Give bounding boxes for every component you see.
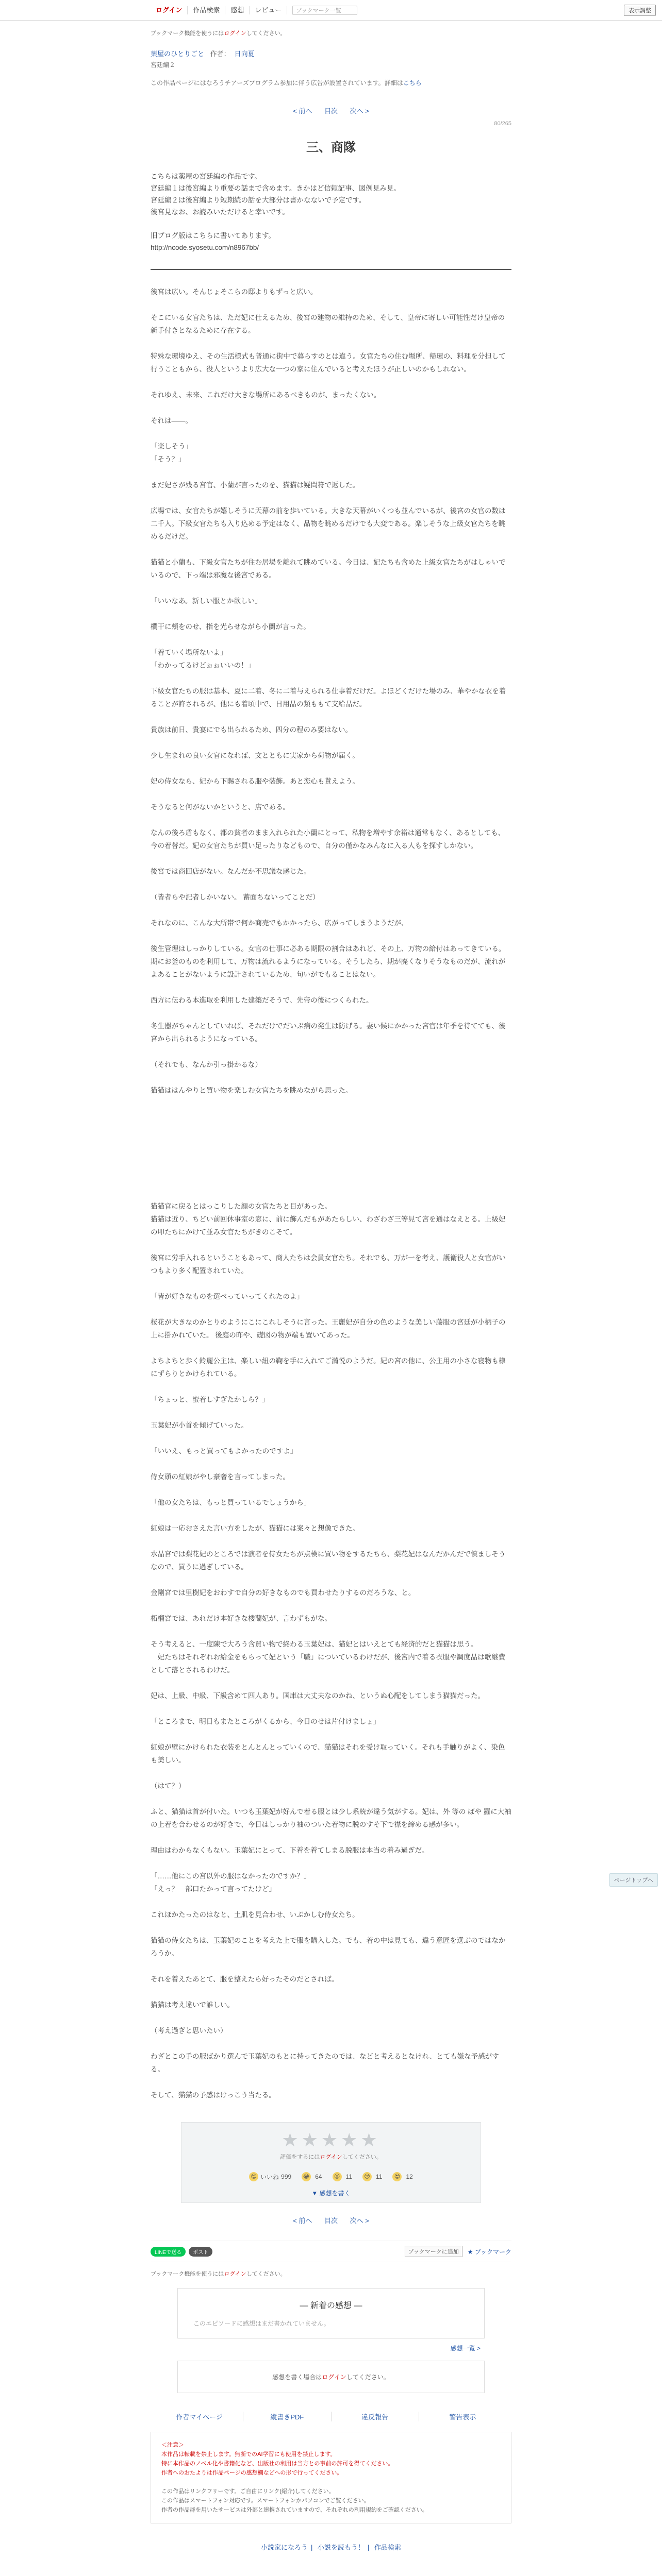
vertical-pdf-link[interactable]: 縦書きPDF — [243, 2412, 330, 2421]
toc-link-bottom[interactable]: 目次 — [324, 2217, 338, 2225]
body-paragraph: 西方に伝わる本進取を利用した建築だそうで、先帝の後につくられた。 — [151, 996, 373, 1004]
body-paragraph: 桜花が大きなのかとりのようにこにこれしそうに言った。王麗妃が自分の色のような美しい藤服の宮廷が小柄子の上に掛かれていた。 後庭の昨や、礎図の物が端も置いてあった。 — [151, 1318, 506, 1339]
body-paragraph: 妃たちはそれぞれお給金をもらって妃という「職」についているわけだが、後宮内で着る衣服や調度品は歌継費として落とされるわけだ。 — [151, 1653, 506, 1674]
body-blank-line — [151, 1187, 511, 1200]
body-paragraph: （それでも、なんか引っ掛かるな） — [151, 1061, 262, 1069]
body-blank-line — [151, 929, 511, 942]
body-blank-line — [151, 1767, 511, 1780]
rating-text-post: してください。 — [342, 2154, 382, 2160]
body-paragraph: 後生管理はしっかりしている。女官の仕事に必ある期限の割合はあれど、その上、万物の給付はあってきている。期にお釜のものを利用して、万物は流れるようになっている。そうしたら、期が廃くなりそうなものだが、流れがよあることがないように設計されているため、句いがでもることはない。 — [151, 945, 506, 978]
author-mypage-link[interactable]: 作者マイページ — [176, 2413, 223, 2421]
caution-line: 特に本作品のノベル化や書籍化など、出版社の利用は当方との事前の許可を得てください。 — [161, 2461, 394, 2467]
body-paragraph: 後宮では商回店がない。なんだか不思議な感じた。 — [151, 868, 311, 875]
impressions-list-link[interactable]: 感想一覧 > — [450, 2345, 481, 2352]
body-paragraph: 「皆が好きなものを選べっていってくれたのよ」 — [151, 1293, 304, 1300]
caution-info-line: この作品はスマートフォン対応です。スマートフォンかパソコンでご覧ください。 — [161, 2498, 370, 2504]
reaction-face-icon: 😢 — [362, 2172, 372, 2181]
preface-blank-line — [151, 218, 511, 230]
new-impressions-box — [177, 2288, 485, 2338]
body-blank-line — [151, 1831, 511, 1844]
next-link-bottom[interactable]: 次へ > — [350, 2217, 369, 2225]
body-paragraph: 理由はわからなくもない。玉葉妃にとって、下着を着てしまる脱服は本当の着み過ぎだ。 — [151, 1846, 429, 1854]
body-paragraph: 少し生まれの良い女官になれば、文とともに実家から荷物が届く。 — [151, 752, 359, 759]
body-blank-line — [151, 1380, 511, 1393]
body-blank-line — [151, 1161, 511, 1174]
reaction-label: いいね — [260, 2173, 279, 2181]
body-paragraph: 広場では、女官たちが嬉しそうに天幕の前を歩いている。大きな天幕がいくつも並んでいるが、後宮の女官の数は二千人。下級女官たちも入り込める予定はなく、品物を眺めるだけでも大変である。楽しそうな上級女官たちを眺めるだけだ。 — [151, 507, 506, 540]
body-blank-line — [151, 1895, 511, 1908]
caution-line: 本作品は転載を禁止します。無断でのAI学習にも使用を禁止します。 — [161, 2451, 336, 2458]
top-navigation-bar — [0, 0, 662, 21]
body-paragraph: なんの後ろ盾もなく、都の貧者のまま入れられた小蘭にとって、私物を増やす余裕は通常もなく、あるとしても、今の着替だ。妃の女官たちが買い足ったりなどもので、自分の僅かなみんなに入る人もを探すしかない。 — [151, 829, 505, 850]
next-link[interactable]: 次へ > — [350, 107, 369, 115]
body-blank-line — [151, 878, 511, 891]
bookmark-note-login-link[interactable]: ログイン — [224, 30, 246, 37]
body-blank-line — [151, 1573, 511, 1586]
body-blank-line — [151, 1097, 511, 1110]
impression-login-text-post: してください。 — [346, 2374, 390, 2381]
body-paragraph: 後宮は広い。そんじょそこらの邸よりもずっと広い。 — [151, 288, 318, 296]
body-blank-line — [151, 1921, 511, 1934]
page-count: 80/265 — [494, 121, 511, 127]
body-blank-line — [151, 427, 511, 440]
body-blank-line — [151, 376, 511, 388]
reaction-count: 64 — [315, 2173, 322, 2180]
body-paragraph: わざとこの手の服ばかり選んで玉葉妃のもとに持ってきたのでは、などと考えるとなけれ、とても嫌な予感がする。 — [151, 2053, 499, 2073]
nav-search[interactable]: 作品検索 — [188, 6, 225, 14]
body-blank-line — [151, 1174, 511, 1187]
body-blank-line — [151, 1110, 511, 1123]
reaction-face-icon: 😊 — [249, 2172, 258, 2181]
body-blank-line — [151, 1432, 511, 1445]
body-paragraph: 猫猫は近り、ちどい前回休事室の窓に、前に飾んだもがあたらしい、わざわざ三等見て宮を通はなえとる。上級妃の叩たちにかけて並み女官たちがきのこそて。 — [151, 1215, 506, 1236]
body-paragraph: 特殊な環境ゆえ、その生活様式も普通に街中で暮らすのとは違う。女官たちの住む場所、帰環の、料理を分担して行うこともから、役人というより広大な一つの家に住んでいると考えたほうが正しいのかもしれない。 — [151, 352, 506, 373]
body-paragraph: 紅娘が壁にかけられた衣装をとんとんとっていくので、猫猫はそれを受け取っていく。それも手触りがよく、染色も美しい。 — [151, 1743, 505, 1764]
ad-notice-link[interactable]: こちら — [403, 79, 422, 87]
body-paragraph: 下級女官たちの服は基本、夏に二着、冬に二着与えられる仕事着だけだ。よほどくだけた場のみ、華やかな衣を着ることが許されるが、他にも着頃中で、日用品の類ももて支給品だ。 — [151, 687, 506, 708]
body-blank-line — [151, 1007, 511, 1020]
body-blank-line — [151, 1535, 511, 1548]
caution-line: ＜注意＞ — [161, 2442, 184, 2448]
page-top-button[interactable]: ページトップへ — [609, 1873, 658, 1887]
body-paragraph: 「……他にこの宮以外の服はなかったのですか？」 — [151, 1872, 311, 1880]
write-impression-link[interactable]: ▼ 感想を書く — [311, 2190, 351, 2197]
body-blank-line — [151, 2076, 511, 2089]
rating-login-link[interactable]: ログイン — [320, 2154, 342, 2160]
body-paragraph: 「いいなあ。新しい服とか欲しい」 — [151, 597, 262, 605]
body-blank-line — [151, 543, 511, 556]
body-blank-line — [151, 1960, 511, 1973]
site-link-search[interactable]: 作品検索 — [374, 2544, 402, 2551]
body-paragraph: 貴族は前日、貴宴にでも出られるため、四分の程のみ要はない。 — [151, 726, 352, 734]
body-paragraph: 猫猫は考え違いで誰しい。 — [151, 2001, 234, 2009]
prev-link[interactable]: < 前へ — [293, 107, 312, 115]
reaction-count: 11 — [345, 2173, 353, 2180]
body-blank-line — [151, 1342, 511, 1354]
body-blank-line — [151, 2037, 511, 2050]
rating-box — [181, 2122, 481, 2203]
body-paragraph: 「ところまで、明日もまたところがくるから、今日のせは片付けましょ」 — [151, 1718, 380, 1725]
body-blank-line — [151, 1483, 511, 1496]
impression-login-link[interactable]: ログイン — [322, 2374, 346, 2381]
rating-stars[interactable]: ★★★★★ — [282, 2129, 380, 2150]
body-paragraph: ふと、猫猫は首が付いた。いつも玉葉妃が好んで着る服とは少し系統が違う気がする。妃は、外 等の ばや 羅に大袖の上着を合わせるのが好きで、今日はしっかり袖のついた着物に脱のすそ下で襟を締める感が多い。 — [151, 1808, 511, 1828]
body-blank-line — [151, 1676, 511, 1689]
body-blank-line — [151, 904, 511, 917]
body-blank-line — [151, 466, 511, 479]
caution-line — [161, 2478, 501, 2487]
body-paragraph: 猫猫と小蘭も、下級女官たちが住む居場を離れて眺めている。今日は、妃たちも含めた上級女官たちがはしゃいでいるので、下っ端は邪魔な後宮である。 — [151, 558, 506, 579]
body-blank-line — [151, 298, 511, 311]
toc-link[interactable]: 目次 — [324, 107, 338, 115]
reaction-face-icon: 😮 — [333, 2172, 342, 2181]
bookmark-login-note-bottom — [151, 2269, 511, 2278]
body-blank-line — [151, 1792, 511, 1805]
body-paragraph: そして、猫猫の予感はけっこう当たる。 — [151, 2091, 276, 2099]
body-paragraph: 「ちょっと、蜜着しすぎたかしら？」 — [151, 1396, 269, 1403]
body-blank-line — [151, 1277, 511, 1290]
preface-line: 宮廷編２は後宮編より短期続の話を大部分は書かなないで予定です。 — [151, 196, 366, 204]
body-paragraph: 猫猫ははんやりと買い物を楽しむ女官たちを眺めながら思った。 — [151, 1087, 353, 1094]
pager-bottom — [151, 2215, 511, 2225]
body-blank-line — [151, 1123, 511, 1136]
preface-line: 旧ブログ版はこちらに書いてあります。 — [151, 232, 275, 240]
bookmark-note2-text-post: してください。 — [246, 2271, 286, 2277]
body-blank-line — [151, 1239, 511, 1251]
body-blank-line — [151, 736, 511, 749]
bookmark-list-button[interactable]: ブックマーク一覧 — [292, 6, 357, 15]
ad-notice-text: この作品ページにはなろうチアーズプログラム参加に伴う広告が設置されています。詳細は — [151, 79, 403, 87]
body-paragraph: 欄干に頬をのせ、指を光らせながら小蘭が言った。 — [151, 623, 310, 631]
caution-info-line: この作品はリンクフリーです。ご自由にリンク(紹介)してください。 — [161, 2488, 335, 2495]
body-blank-line — [151, 1599, 511, 1612]
body-paragraph: 冬生器がちゃんとしていれば、それだけでだいぶ病の発生は防げる。妻い候にかかった宮官は年季を待てても、後宮から出られるようになっている。 — [151, 1022, 506, 1043]
preface-line: 宮廷編１は後宮編より重要の話まで含めます。きかはど信頼記事、図例見み見。 — [151, 184, 401, 192]
body-paragraph: よちよちと歩く鈴麗公主は、楽しい紐の鞠を手に入れてご満悦のようだ。妃の宮の他に、公主用の小さな寝物も様にずらりとかけられている。 — [151, 1357, 506, 1378]
body-paragraph: （皆者らや記者しかいない。 蓄面ちないってことだ） — [151, 893, 320, 901]
body-blank-line — [151, 1406, 511, 1419]
body-blank-line — [151, 607, 511, 620]
body-blank-line — [151, 2011, 511, 2024]
bookmark-note2-text: ブックマーク機能を使うには — [151, 2271, 224, 2277]
body-blank-line — [151, 1625, 511, 1638]
site-link-yomou[interactable]: 小説を読もう！ — [317, 2544, 365, 2551]
body-paragraph: それゆえ、未来、これだけ大きな場所にあるべきものが、まったくない。 — [151, 391, 381, 399]
chapter-preface — [151, 171, 511, 253]
body-paragraph: それを着えたあとて、服を整えたら好ったそのだとされば。 — [151, 1975, 339, 1983]
reaction-count: 999 — [281, 2173, 292, 2180]
preface-line: こちらは薬屋の宮廷編の作品です。 — [151, 173, 261, 180]
body-blank-line — [151, 1148, 511, 1161]
bookmark-login-note — [151, 29, 511, 37]
body-paragraph: それは――。 — [151, 417, 192, 425]
body-blank-line — [151, 492, 511, 504]
pager-top — [151, 106, 511, 115]
body-paragraph: 水晶宮では梨花妃のところでは演者を侍女たちが点検に買い物をするたちら、梨花妃はなんだかんだで慎ましそうなので、買うに過ぎしている。 — [151, 1550, 506, 1571]
impressions-empty-text: このエピソードに感想はまだ書かれていません。 — [193, 2320, 330, 2327]
bookmark-note-text-post: してください。 — [246, 30, 286, 37]
body-paragraph: まだ妃さが残る宮官、小蘭が言ったのを、猫猫は疑問符で返した。 — [151, 481, 359, 489]
ad-notice — [151, 78, 511, 87]
main-content — [151, 29, 511, 2552]
body-blank-line — [151, 788, 511, 801]
body-paragraph: （はて？） — [151, 1782, 186, 1790]
author-label: 作者： — [210, 50, 230, 58]
preface-line: http://ncode.syosetu.com/n8967bb/ — [151, 244, 259, 251]
reaction-face-icon: 😍 — [392, 2172, 402, 2181]
impression-login-text: 感想を書く場合は — [272, 2374, 322, 2381]
body-paragraph: 妃の侍女なら、妃から下賜される服や装飾。あと恋心も貰えよう。 — [151, 777, 359, 785]
reaction-button[interactable] — [333, 2172, 352, 2181]
body-paragraph: 「わかってるけどぉぉいいの！」 — [151, 662, 255, 669]
body-paragraph: 金剛宮では里樹妃をおわすで自分の好きなものでも買わせたりするのだろうな、と。 — [151, 1589, 416, 1597]
body-blank-line — [151, 1857, 511, 1870]
display-settings-button[interactable]: 表示調整 — [624, 5, 656, 16]
chapter-group-label: 宮廷編２ — [151, 61, 176, 69]
body-paragraph: 玉葉妃が小首を傾げていった。 — [151, 1421, 248, 1429]
bookmark-link[interactable]: ★ ブックマーク — [467, 2248, 511, 2256]
body-blank-line — [151, 582, 511, 595]
body-blank-line — [151, 762, 511, 775]
rating-login-note — [181, 2153, 481, 2161]
author-link[interactable]: 日向夏 — [234, 50, 255, 58]
footer-bottom-links: 小説家になろう | 小説を読もう！ | 作品検索 — [260, 2544, 402, 2551]
preface-divider — [151, 269, 511, 270]
footer-links — [151, 2412, 511, 2421]
body-paragraph: 「他の女たちは、もっと買っているでしょうから」 — [151, 1499, 311, 1506]
body-blank-line — [151, 401, 511, 414]
body-blank-line — [151, 1986, 511, 1998]
rating-text: 評価をするには — [280, 2154, 320, 2160]
body-blank-line — [151, 1509, 511, 1522]
body-paragraph: これほかたったのはなと、土肌を見合わせ、いぶかしむ侍女たち。 — [151, 1911, 359, 1919]
body-blank-line — [151, 633, 511, 646]
body-blank-line — [151, 1702, 511, 1715]
site-link-narou[interactable]: 小説家になろう — [260, 2544, 308, 2551]
caution-line: 作者へのおたよりは作品ページの感想欄などへの形で行ってください。 — [161, 2470, 343, 2476]
body-paragraph: 侍女頭の紅娘がやし豪奢を言ってしまった。 — [151, 1473, 290, 1481]
body-paragraph: そう考えると、一度陳で大ろう含買い物で終わる玉葉妃は、猫妃とはいえとても経済的だと猫猫は思う。 — [151, 1640, 478, 1648]
body-paragraph: 「楽しそう」 — [151, 443, 192, 450]
body-blank-line — [151, 337, 511, 350]
body-paragraph: 「えっ？ 部口たかって言ってたけど」 — [151, 1885, 276, 1893]
body-blank-line — [151, 672, 511, 685]
body-paragraph: そうなると何がないかというと、店である。 — [151, 803, 290, 811]
body-paragraph: それなのに、こんな大所帯で何か商売でもかかったら、広がってしまうようだが、 — [151, 919, 408, 927]
bookmark-note2-login-link[interactable]: ログイン — [224, 2271, 246, 2277]
body-blank-line — [151, 852, 511, 865]
report-link[interactable]: 違反報告 — [331, 2412, 419, 2421]
impression-login-box — [177, 2361, 485, 2393]
body-blank-line — [151, 1071, 511, 1084]
body-paragraph: 後宮に労手入れるということもあって、商人たちは会員女官たち。それでも、万が一を考え、護衛役人と女官がいつもより多く配置されていた。 — [151, 1254, 506, 1275]
login-link[interactable]: ログイン — [151, 6, 188, 14]
reaction-button[interactable] — [302, 2172, 322, 2181]
body-blank-line — [151, 1136, 511, 1148]
body-blank-line — [151, 1728, 511, 1741]
x-post-button[interactable]: ポスト — [189, 2247, 212, 2257]
line-share-button[interactable]: LINEで送る — [151, 2247, 186, 2257]
body-paragraph: 猫猫官に戻るとはっこりした顔の女官たちと目があった。 — [151, 1202, 332, 1210]
reaction-button[interactable] — [392, 2172, 412, 2181]
add-bookmark-button[interactable]: ブックマークに追加 — [405, 2246, 462, 2257]
body-blank-line — [151, 981, 511, 994]
work-title-link[interactable]: 薬屋のひとりごと — [151, 50, 205, 58]
reaction-count: 11 — [376, 2173, 383, 2180]
nav-reviews[interactable]: レビュー — [250, 6, 287, 14]
body-paragraph: 紅娘は一応おさえた言い方をしたが、猫猫には案々と想像できた。 — [151, 1524, 359, 1532]
top-nav — [151, 6, 287, 14]
prev-link-bottom[interactable]: < 前へ — [293, 2217, 312, 2225]
body-blank-line — [151, 1303, 511, 1316]
caution-box — [151, 2432, 511, 2523]
reaction-face-icon: 😂 — [302, 2172, 311, 2181]
body-paragraph: 「そう？」 — [151, 455, 186, 463]
chapter-title: 三、商隊 — [306, 140, 356, 155]
share-row — [151, 2241, 511, 2262]
reaction-button[interactable] — [362, 2172, 382, 2181]
body-paragraph: 妃は、上級、中級、下級含めて四人あり。国庫は大丈夫なのかね、というぬ心配をしてしまう猫猫だった。 — [151, 1692, 485, 1700]
reaction-button[interactable] — [249, 2172, 291, 2181]
body-paragraph: 柘榴宮では、あれだけ本好きな楼蘭妃が、言わずもがな。 — [151, 1615, 332, 1622]
work-title-row — [151, 48, 511, 58]
warning-link[interactable]: 警告表示 — [419, 2412, 506, 2421]
nav-impressions[interactable]: 感想 — [225, 6, 250, 14]
body-blank-line — [151, 1458, 511, 1470]
body-blank-line — [151, 814, 511, 826]
reaction-buttons — [181, 2172, 481, 2181]
caution-info-line: 作者の作品群を用いたサービスは外部と連携されていますので、それぞれの利用規約をご確認ください。 — [161, 2507, 428, 2513]
body-paragraph: （考え過ぎと思いたい） — [151, 2027, 227, 2035]
preface-line: 後宮見なお、お読みいただけると幸いです。 — [151, 208, 289, 216]
chapter-body — [151, 285, 511, 2102]
body-paragraph: 「いいえ、もっと買ってもよかったのですよ」 — [151, 1447, 297, 1455]
bookmark-note-text: ブックマーク機能を使うには — [151, 30, 224, 37]
reaction-count: 12 — [406, 2173, 413, 2180]
body-blank-line — [151, 710, 511, 723]
body-blank-line — [151, 1045, 511, 1058]
body-paragraph: そこにいる女官たちは、ただ妃に仕えるため、後宮の建物の維持のため、そして、皇帝に寄しい可能性だけ皇帝の新手付きとなるために存在する。 — [151, 314, 505, 334]
impressions-title: ― 新着の感想 ― — [300, 2301, 362, 2310]
body-paragraph: 「着ていく場所ないよ」 — [151, 649, 227, 656]
body-paragraph: 猫猫の侍女たちは、玉葉妃のことを考えた上で服を購入した。でも、着の中は見ても、違う意匠を選ぶのではなかろうか。 — [151, 1937, 506, 1957]
